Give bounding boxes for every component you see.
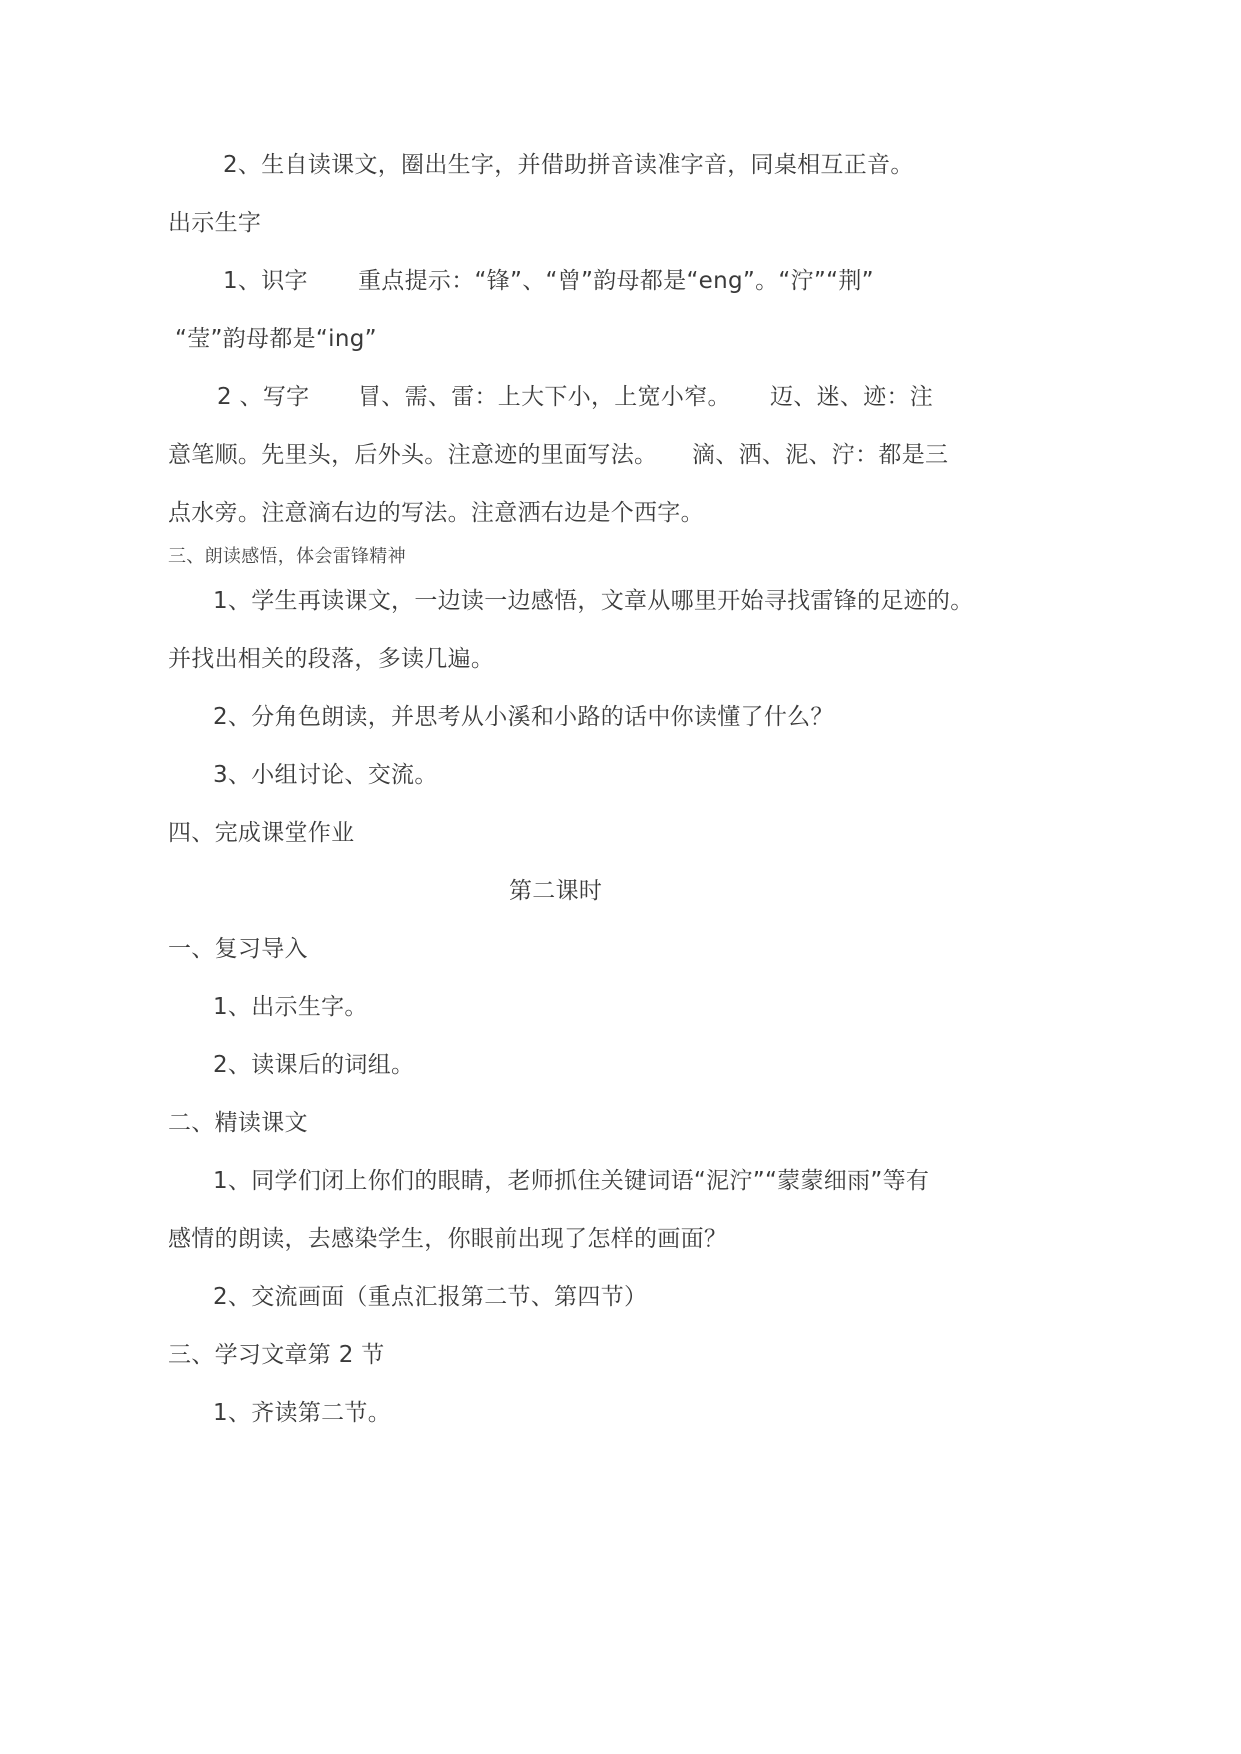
step-show-characters: 1、出示生字。 bbox=[213, 994, 368, 1020]
write-tip-3-cont: 点水旁。注意滴右边的写法。注意洒右边是个西字。 bbox=[168, 500, 704, 526]
section-4-heading: 四、完成课堂作业 bbox=[168, 820, 355, 846]
section-3-heading: 三、朗读感悟，体会雷锋精神 bbox=[168, 546, 406, 567]
write-tip-2: 迈、迷、迹：注 bbox=[770, 384, 934, 410]
step-close-eyes: 1、同学们闭上你们的眼睛，老师抓住关键词语“泥泞”“蒙蒙细雨”等有 bbox=[213, 1168, 930, 1194]
step-read-phrases: 2、读课后的词组。 bbox=[213, 1052, 415, 1078]
section-study-heading: 三、学习文章第 2 节 bbox=[168, 1342, 385, 1368]
key-tip: 重点提示：“锋”、“曾”韵母都是“eng”。“泞”“荆” bbox=[358, 268, 874, 294]
write-tip-2-cont: 意笔顺。先里头，后外头。注意迹的里面写法。 bbox=[168, 442, 658, 468]
step-read-together: 1、齐读第二节。 bbox=[213, 1400, 392, 1426]
section-review-heading: 一、复习导入 bbox=[168, 936, 308, 962]
key-tip-cont: “莹”韵母都是“ing” bbox=[175, 326, 377, 352]
step-recognize: 1、识字 bbox=[223, 268, 308, 294]
step-close-eyes-cont: 感情的朗读，去感染学生，你眼前出现了怎样的画面？ bbox=[168, 1226, 728, 1252]
step-discuss: 3、小组讨论、交流。 bbox=[213, 762, 438, 788]
step-reread-cont: 并找出相关的段落，多读几遍。 bbox=[168, 646, 495, 672]
lesson-2-title: 第二课时 bbox=[509, 878, 603, 904]
step-share-picture: 2、交流画面（重点汇报第二节、第四节） bbox=[213, 1284, 648, 1310]
section-close-read-heading: 二、精读课文 bbox=[168, 1110, 308, 1136]
step-write: 2 、写字 bbox=[217, 384, 310, 410]
write-tip-1: 冒、需、雷：上大下小，上宽小窄。 bbox=[358, 384, 731, 410]
heading-show-characters: 出示生字 bbox=[168, 210, 262, 236]
write-tip-3: 滴、洒、泥、泞：都是三 bbox=[692, 442, 949, 468]
step-role-read: 2、分角色朗读，并思考从小溪和小路的话中你读懂了什么？ bbox=[213, 704, 834, 730]
step-read-text: 2、生自读课文，圈出生字，并借助拼音读准字音，同桌相互正音。 bbox=[223, 152, 914, 178]
step-reread: 1、学生再读课文，一边读一边感悟，文章从哪里开始寻找雷锋的足迹的。 bbox=[213, 588, 974, 614]
